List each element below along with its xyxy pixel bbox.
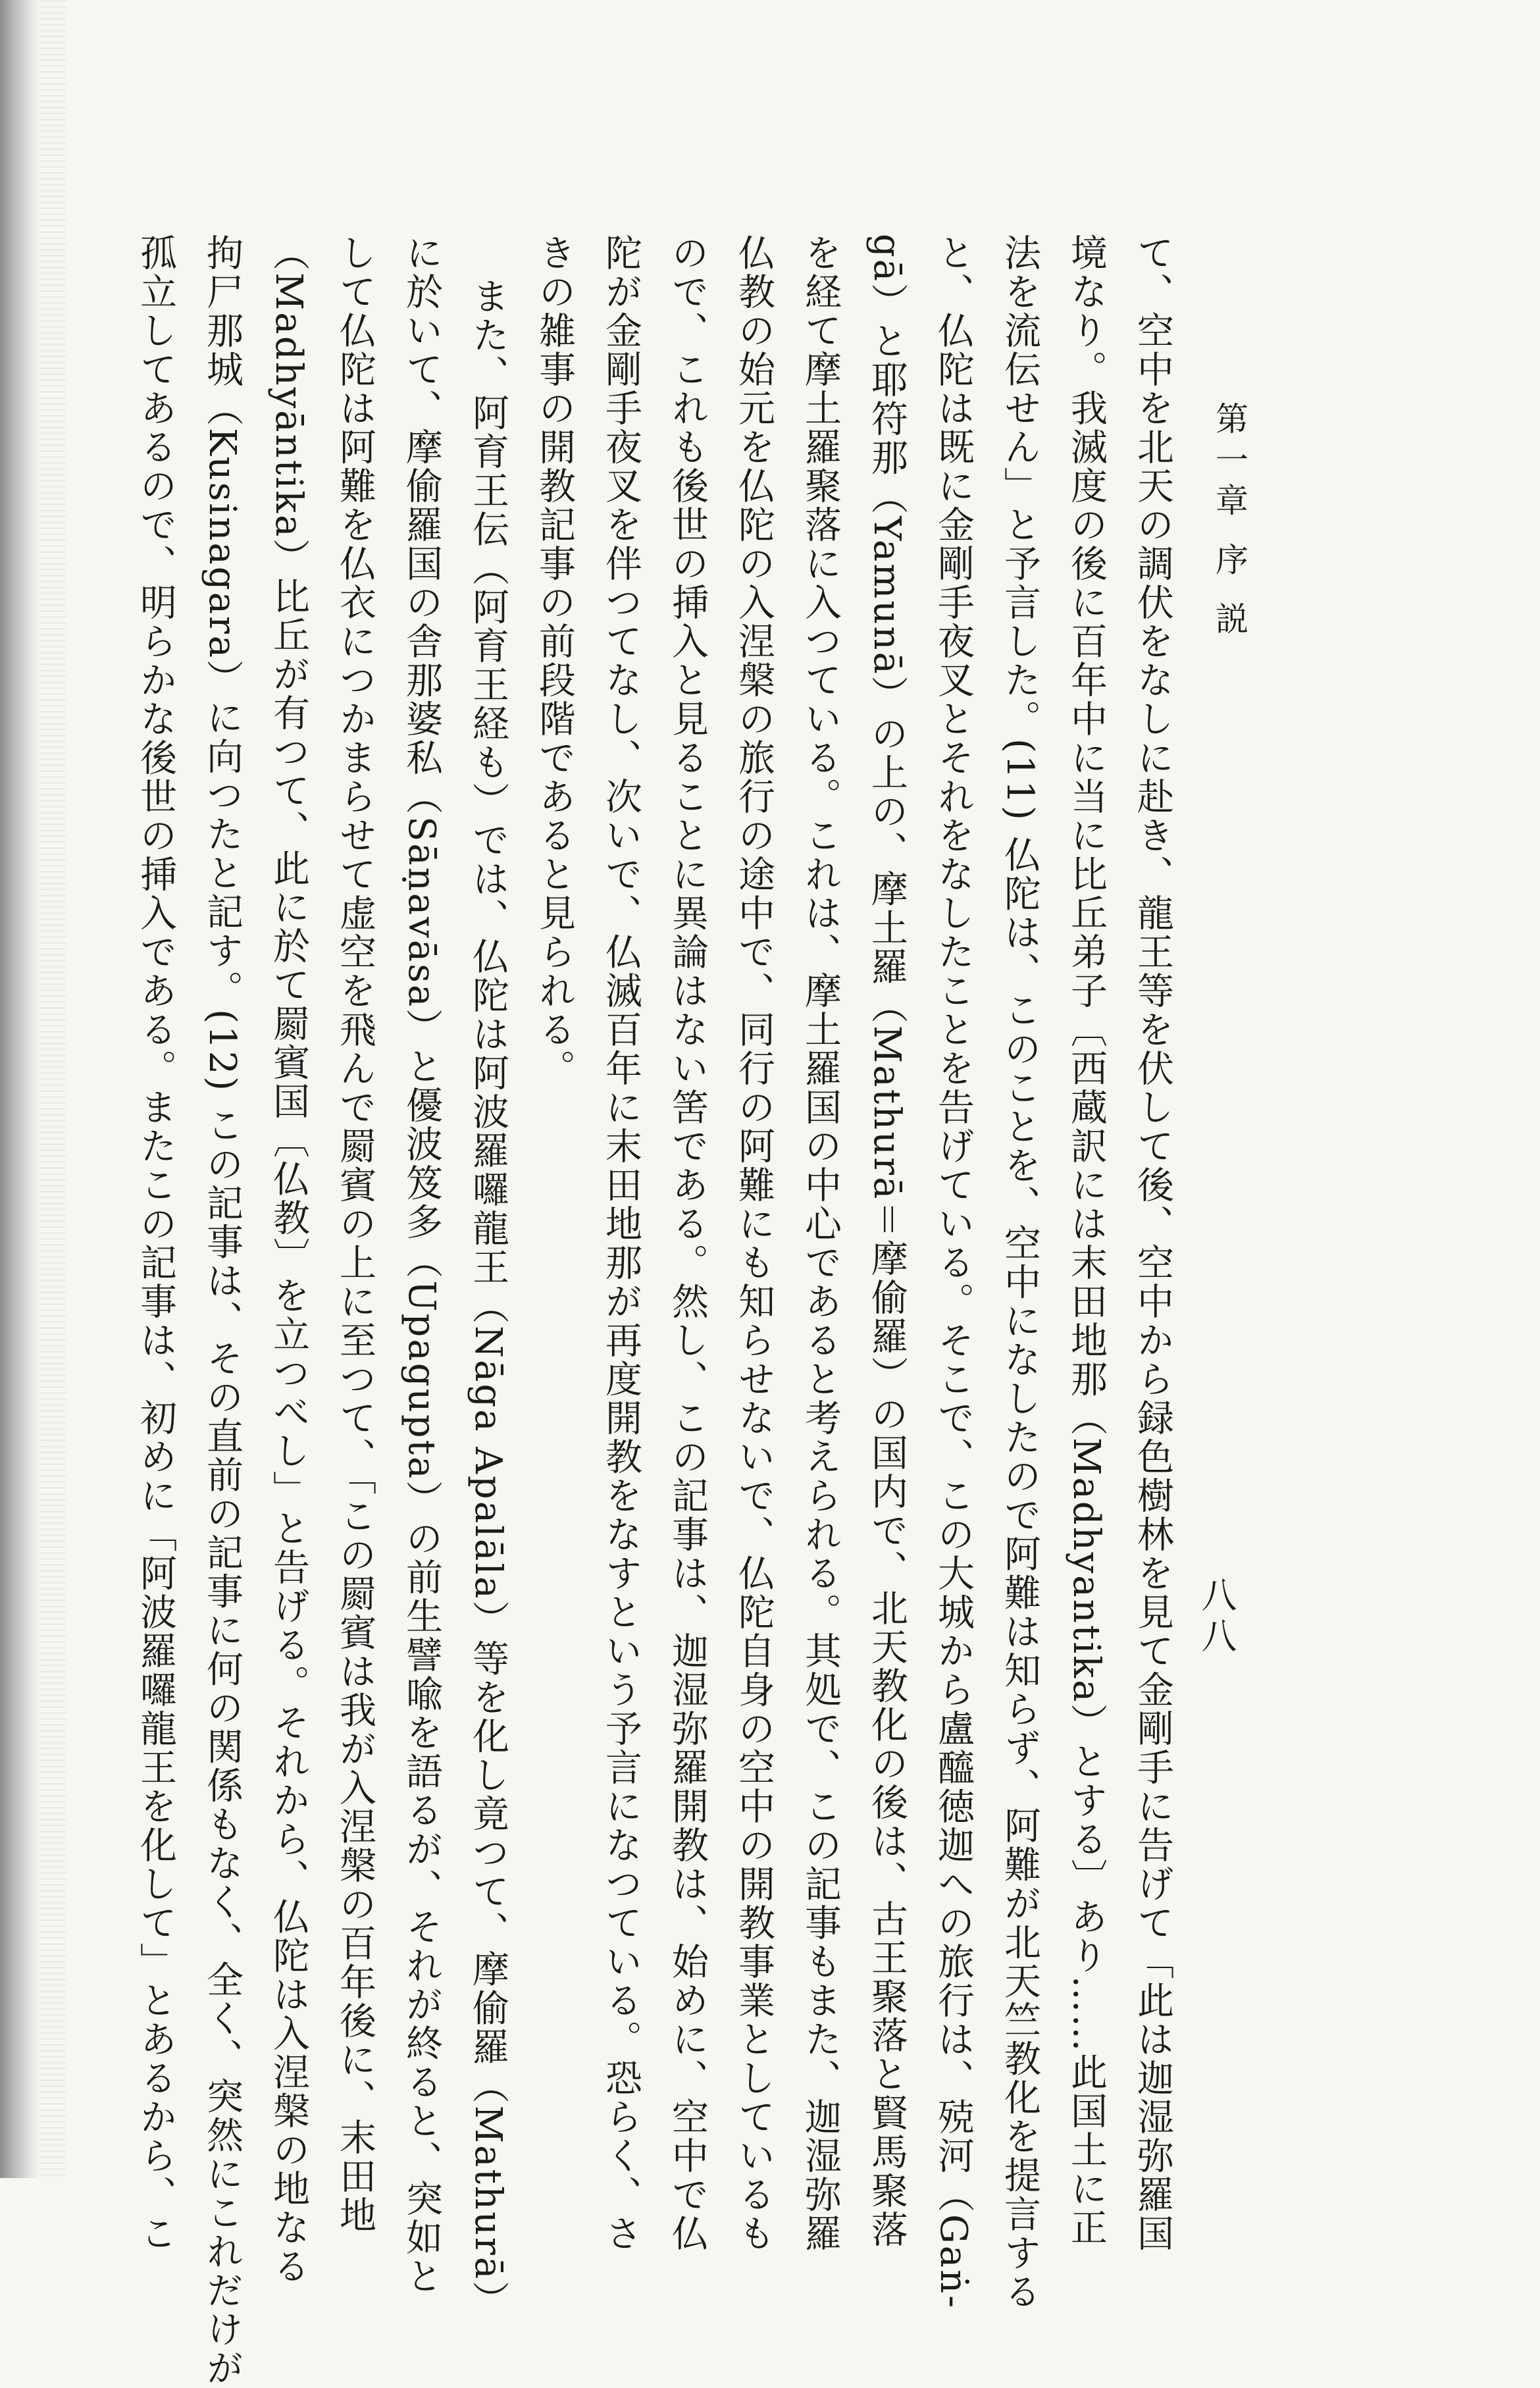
text-column-2: 境なり。我滅度の後に百年中に当に比丘弟子〔西蔵訳には末田地那（Madhyantika）とする〕あり……此国土に正: [1065, 234, 1108, 2248]
text-column-6: を経て摩土羅聚落に入つている。これは、摩土羅国の中心であると考えられる。其処で、この記事もまた、迦湿弥羅: [799, 234, 842, 2253]
text-column-13: して仏陀は阿難を仏衣につかまらせて虚空を飛んで罽賓の上に至つて、「この罽賓は我が入涅槃の百年後に、末田地: [334, 234, 376, 2235]
text-column-14: （Madhyāntika）比丘が有つて、此に於て罽賓国〔仏教〕を立つべし」と告げる。それから、仏陀は入涅槃の地なる: [267, 234, 310, 2287]
text-column-9: 陀が金剛手夜叉を伴つてなし、次いで、仏滅百年に末田地那が再度開教をなすという予言になつている。恐らく、さ: [600, 234, 642, 2253]
text-column-1: て、空中を北天の調伏をなしに赴き、龍王等を伏して後、空中から録色樹林を見て金剛手に告げて「此は迦湿弥羅国: [1131, 234, 1174, 2253]
body-text: [134, 234, 1186, 2388]
text-column-5: gā）と耶符那（Yamunā）の上の、摩土羅（Mathurā＝摩偷羅）の国内で、北天教化の後は、古王聚落と賢馬聚落: [865, 234, 908, 2250]
text-column-10: きの雑事の開教記事の前段階であると見られる。: [533, 234, 576, 1088]
text-column-12: に於いて、摩偷羅国の舎那婆私（Sāṇavāsa）と優波笈多（Upagupta）の前生譬喩を語るが、それが終ると、突如と: [400, 234, 443, 2297]
text-column-16: 孤立してあるので、明らかな後世の挿入である。またこの記事は、初めに「阿波羅囉龍王を化して」とあるから、こ: [134, 234, 177, 2253]
text-column-11: また、阿育王伝（阿育王経も）では、仏陀は阿波羅囉龍王（Nāga Apalāla）等を化し竟つて、摩偷羅（Mathurā）: [467, 277, 509, 2320]
text-column-7: 仏教の始元を仏陀の入涅槃の旅行の途中で、同行の阿難にも知らせないで、仏陀自身の空中の開教事業としているも: [732, 234, 775, 2253]
scan-noise-edge: [39, 0, 66, 2178]
text-column-3: 法を流伝せん」と予言した。(11) 仏陀は、このことを、空中になしたので阿難は知らず、阿難が北天竺教化を提言する: [998, 234, 1041, 2312]
scan-shadow-edge: [0, 0, 39, 2178]
text-column-4: と、仏陀は既に金剛手夜叉とそれをなしたことを告げている。そこで、この大城から盧醯徳迦への旅行は、殑河（Gaṅ-: [932, 234, 975, 2310]
page-number: 八八: [1196, 1576, 1237, 1658]
text-column-15: 拘尸那城（Kusinagara）に向つたと記す。(12) この記事は、その直前の記事に何の関係もなく、全く、突然にこれだけが: [201, 234, 244, 2388]
text-column-8: ので、これも後世の挿入と見ることに異論はない筈である。然し、この記事は、迦湿弥羅開教は、始めに、空中で仏: [666, 234, 709, 2253]
running-head: 第一章 序 説: [1210, 402, 1248, 642]
